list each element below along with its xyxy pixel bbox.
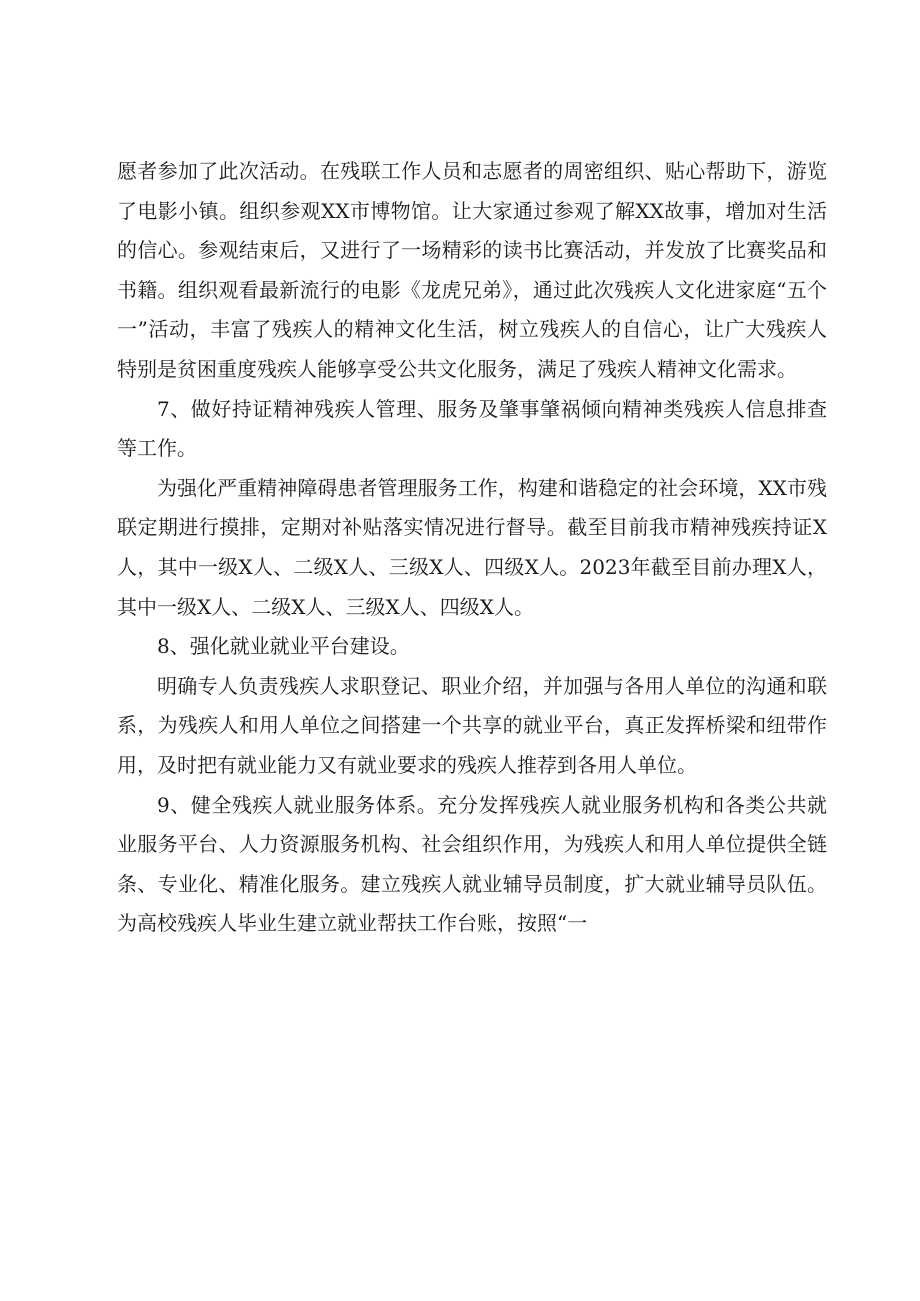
- paragraph-item-8-heading: 8、强化就业就业平台建设。: [157, 634, 410, 659]
- document-body: [117, 152, 827, 944]
- paragraph-item-7-heading: 7、做好持证精神残疾人管理、服务及肇事肇祸倾向精神类残疾人信息排查等工作。: [117, 396, 827, 461]
- paragraph-item-8-body: 明确专人负责残疾人求职登记、职业介绍，并加强与各用人单位的沟通和联系，为残疾人和用人单位之间搭建一个共享的就业平台，真正发挥桥梁和纽带作用，及时把有就业能力又有就业要求的残疾人推荐到各用人单位。: [117, 673, 827, 777]
- paragraph-activity-continued: 愿者参加了此次活动。在残联工作人员和志愿者的周密组织、贴心帮助下，游览了电影小镇。组织参观XX市博物馆。让大家通过参观了解XX故事，增加对生活的信心。参观结束后，又进行了一场精彩的读书比赛活动，并发放了比赛奖品和书籍。组织观看最新流行的电影《龙虎兄弟》，通过此次残疾人文化进家庭“五个一”活动，丰富了残疾人的精神文化生活，树立残疾人的自信心，让广大残疾人特别是贫困重度残疾人能够享受公共文化服务，满足了残疾人精神文化需求。: [117, 159, 827, 381]
- paragraph-item-9: 9、健全残疾人就业服务体系。充分发挥残疾人就业服务机构和各类公共就业服务平台、人力资源服务机构、社会组织作用，为残疾人和用人单位提供全链条、专业化、精准化服务。建立残疾人就业辅导员制度，扩大就业辅导员队伍。为高校残疾人毕业生建立就业帮扶工作台账，按照“一: [117, 792, 827, 936]
- paragraph-item-7-body: 为强化严重精神障碍患者管理服务工作，构建和谐稳定的社会环境，XX市残联定期进行摸排，定期对补贴落实情况进行督导。截至目前我市精神残疾持证X人，其中一级X人、二级X人、三级X人、四级X人。2023年截至目前办理X人，其中一级X人、二级X人、三级X人、四级X人。: [117, 475, 827, 619]
